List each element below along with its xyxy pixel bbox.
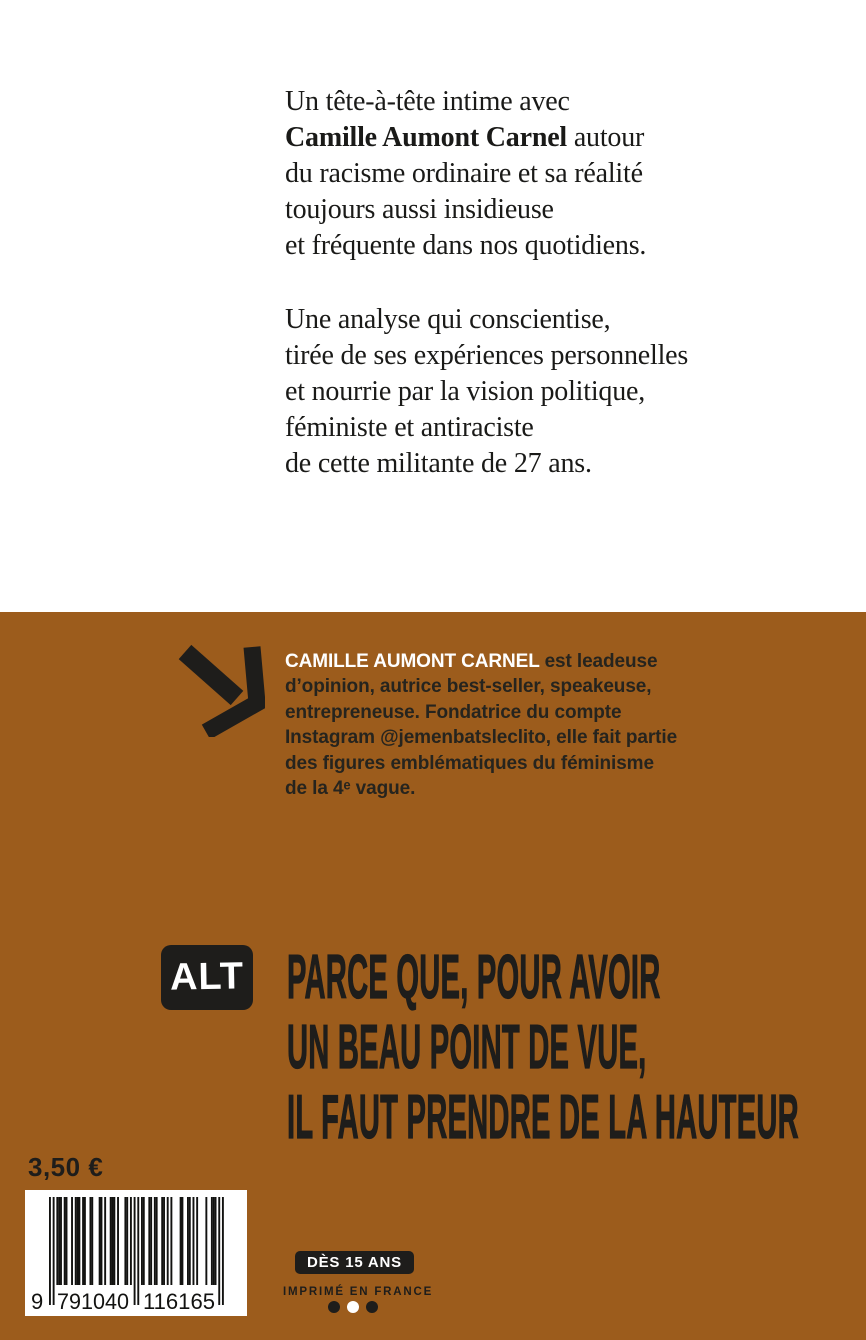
printed-in-label: IMPRIMÉ EN FRANCE (283, 1286, 434, 1298)
barcode (25, 1190, 247, 1316)
synopsis-line-rest: autour (567, 122, 645, 153)
collection-dots (328, 1301, 378, 1313)
down-right-arrow-icon (175, 643, 265, 737)
tagline-text: PARCE QUE, POUR AVOIR (287, 943, 661, 1012)
svg-text:791040: 791040 (57, 1289, 129, 1314)
tagline-line (287, 943, 866, 1013)
svg-text:116165: 116165 (143, 1289, 215, 1314)
bio-line: de la 4ᵉ vague. (285, 778, 416, 800)
price-label: 3,50 € (28, 1152, 104, 1182)
bio-line (285, 649, 677, 674)
tagline-text: UN BEAU POINT DE VUE, (287, 1013, 647, 1082)
tagline-line (287, 1013, 866, 1083)
age-badge (295, 1251, 414, 1274)
dot (347, 1301, 359, 1313)
tagline (287, 943, 866, 1153)
bio-line: des figures emblématiques du féminisme (285, 752, 654, 774)
dot (366, 1301, 378, 1313)
synopsis-section (0, 0, 866, 612)
info-section (0, 612, 866, 1340)
synopsis-paragraph-2 (285, 302, 688, 482)
synopsis-paragraph-1 (285, 84, 646, 264)
bio-line: d’opinion, autrice best-seller, speakeuse, (285, 676, 652, 698)
synopsis-line: Une analyse qui conscientise, (285, 304, 611, 335)
synopsis-line: féministe et antiraciste (285, 412, 534, 443)
synopsis-line: toujours aussi insidieuse (285, 194, 554, 225)
synopsis-line: de cette militante de 27 ans. (285, 448, 592, 479)
age-badge-text: DÈS 15 ANS (307, 1254, 402, 1271)
dot (328, 1301, 340, 1313)
synopsis-line: Un tête-à-tête intime avec (285, 86, 570, 117)
tagline-text: IL FAUT PRENDRE DE LA HAUTEUR (287, 1083, 799, 1152)
tagline-line (287, 1083, 866, 1153)
synopsis-line: tirée de ses expériences personnelles (285, 340, 689, 371)
synopsis-line: et fréquente dans nos quotidiens. (285, 230, 647, 261)
synopsis-line (285, 120, 646, 156)
bio-line: Instagram @jemenbatsleclito, elle fait partie (285, 727, 678, 749)
author-name-emphasis: Camille Aumont Carnel (285, 122, 568, 153)
publisher-logo (161, 945, 253, 1010)
synopsis-line: du racisme ordinaire et sa réalité (285, 158, 643, 189)
svg-text:9: 9 (31, 1289, 44, 1314)
author-name-highlight: CAMILLE AUMONT CARNEL (285, 651, 540, 672)
synopsis-line: et nourrie par la vision politique, (285, 376, 646, 407)
bio-line-rest: est leadeuse (539, 651, 658, 672)
publisher-logo-text: ALT (169, 955, 245, 999)
author-bio (285, 649, 677, 801)
bio-line: entrepreneuse. Fondatrice du compte (285, 701, 622, 723)
